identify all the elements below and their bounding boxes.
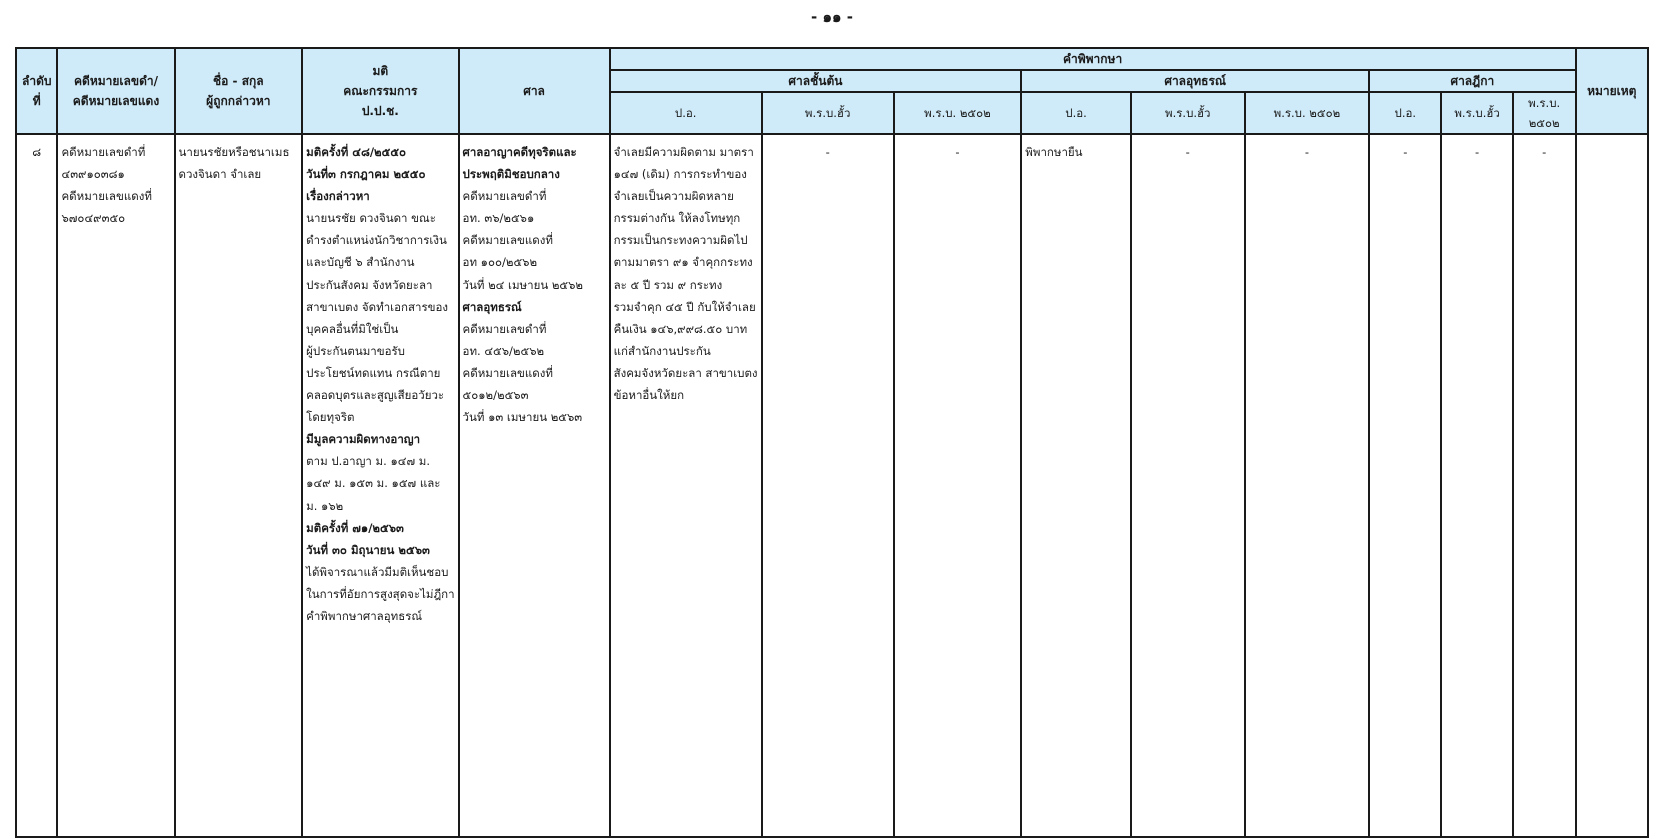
header-court: ศาล	[459, 48, 610, 134]
text-line: มีมูลความผิดทางอาญา	[306, 432, 421, 447]
header-appeal-prb-2502: พ.ร.บ. ๒๕๐๒	[1245, 92, 1369, 134]
text-line: คดีหมายเลขดำที่	[462, 321, 547, 336]
text-line: คดีหมายเลขดำที่	[462, 189, 547, 204]
text-line: จำเลยเป็นความผิดหลาย	[613, 189, 734, 204]
text-line: ๔๓๙๑๐๓๘๑	[61, 167, 125, 182]
text-line: คำพิพากษาศาลอุทธรณ์	[306, 608, 423, 623]
text-line: วันที่๓ กรกฎาคม ๒๕๕๐	[306, 167, 426, 182]
text-line: และบัญชี ๖ สำนักงาน	[306, 255, 415, 270]
text-line: บุคคลอื่นที่มิใช่เป็น	[306, 321, 399, 336]
text-line: ศาลอาญาคดีทุจริตและ	[462, 145, 577, 159]
cell-supreme-pa: -	[1369, 134, 1441, 837]
text-line: วันที่ ๑๓ เมษายน ๒๕๖๓	[462, 410, 583, 425]
cell-first-hua: -	[762, 134, 894, 837]
cell-court	[459, 134, 610, 837]
page-number: - ๑๑ -	[811, 8, 853, 26]
cell-seq: ๘	[16, 134, 57, 837]
text-line: จำเลยมีความผิดตาม มาตรา	[613, 145, 754, 159]
cell-appeal-pa: พิพากษายืน	[1021, 134, 1131, 837]
text-line: มติครั้งที่ ๔๘/๒๕๕๐	[306, 145, 407, 159]
text-line: ได้พิจารณาแล้วมีมติเห็นชอบ	[306, 564, 449, 579]
header-supreme-prb-hua: พ.ร.บ.ฮั้ว	[1441, 92, 1512, 134]
cell-case-no	[57, 134, 174, 837]
header-first-prb-hua: พ.ร.บ.ฮั้ว	[762, 92, 894, 134]
cell-first-2502: -	[894, 134, 1022, 837]
text-line: รวมจำคุก ๔๕ ปี กับให้จำเลย	[613, 299, 756, 314]
text-line: ดวงจินดา จำเลย	[178, 167, 262, 182]
text-line: อท. ๔๕๖/๒๕๖๒	[462, 343, 545, 358]
header-case-no: คดีหมายเลขดำ/ คดีหมายเลขแดง	[57, 48, 174, 134]
text-line: ผู้ประกันตนมาขอรับ	[306, 343, 405, 358]
table-row	[16, 134, 1648, 837]
text-line: ประพฤติมิชอบกลาง	[462, 167, 560, 182]
text-line: ประกันสังคม จังหวัดยะลา	[306, 277, 433, 292]
header-first-pa: ป.อ.	[610, 92, 762, 134]
text-line: ข้อหาอื่นให้ยก	[613, 388, 685, 403]
header-remark: หมายเหตุ	[1576, 48, 1648, 134]
text-line: ม. ๑๖๒	[306, 498, 344, 513]
header-first-court: ศาลชั้นต้น	[610, 70, 1022, 92]
cell-resolution	[302, 134, 458, 837]
text-line: ตาม ป.อาญา ม. ๑๔๗ ม.	[306, 454, 430, 469]
header-resolution: มติ คณะกรรมการ ป.ป.ช.	[302, 48, 458, 134]
case-table	[15, 47, 1649, 838]
header-first-prb-2502: พ.ร.บ. ๒๕๐๒	[894, 92, 1022, 134]
cell-name	[175, 134, 303, 837]
text-line: สาขาเบตง จัดทำเอกสารของ	[306, 299, 449, 314]
text-line: ดำรงตำแหน่งนักวิชาการเงิน	[306, 233, 447, 248]
text-line: เรื่องกล่าวหา	[306, 189, 370, 204]
text-line: คดีหมายเลขแดงที่	[462, 365, 553, 380]
text-line: วันที่ ๒๔ เมษายน ๒๕๖๒	[462, 277, 583, 292]
text-line: โดยทุจริต	[306, 410, 355, 425]
text-line: คลอดบุตรและสูญเสียอวัยวะ	[306, 388, 445, 403]
text-line: สังคมจังหวัดยะลา สาขาเบตง	[613, 365, 758, 380]
header-supreme-court: ศาลฎีกา	[1369, 70, 1575, 92]
text-line: คดีหมายเลขแดงที่	[462, 233, 553, 248]
text-line: ๕๐๑๒/๒๕๖๓	[462, 388, 529, 403]
text-line: ละ ๕ ปี รวม ๙ กระทง	[613, 277, 723, 292]
header-seq: ลำดับ ที่	[16, 48, 57, 134]
text-line: อท. ๓๖/๒๕๖๑	[462, 211, 535, 226]
text-line: แก่สำนักงานประกัน	[613, 343, 711, 358]
text-line: มติครั้งที่ ๗๑/๒๕๖๓	[306, 520, 404, 535]
text-line: ตามมาตรา ๙๑ จำคุกกระทง	[613, 255, 753, 270]
cell-supreme-hua: -	[1441, 134, 1512, 837]
text-line: ศาลอุทธรณ์	[462, 299, 522, 314]
cell-supreme-2502: -	[1513, 134, 1576, 837]
cell-first-pa	[610, 134, 762, 837]
text-line: คดีหมายเลขดำที่	[61, 145, 146, 159]
text-line: ในการที่อัยการสูงสุดจะไม่ฎีกา	[306, 586, 455, 601]
header-supreme-prb-2502: พ.ร.บ. ๒๕๐๒	[1513, 92, 1576, 134]
text-line: กรรมต่างกัน ให้ลงโทษทุก	[613, 211, 741, 226]
text-line: ๑๔๙ ม. ๑๕๓ ม. ๑๕๗ และ	[306, 476, 441, 491]
text-line: อท ๑๐๐/๒๕๖๒	[462, 255, 538, 270]
text-line: ประโยชน์ทดแทน กรณีตาย	[306, 365, 441, 380]
text-line: ๑๔๗ (เดิม) การกระทำของ	[613, 167, 747, 182]
text-line: ๖๗๐๔๙๓๕๐	[61, 211, 126, 226]
header-name: ชื่อ - สกุล ผู้ถูกกล่าวหา	[175, 48, 303, 134]
header-appeal-prb-hua: พ.ร.บ.ฮั้ว	[1131, 92, 1245, 134]
text-line: นายนรชัย ดวงจินดา ขณะ	[306, 211, 436, 226]
header-supreme-pa: ป.อ.	[1369, 92, 1441, 134]
text-line: วันที่ ๓๐ มิถุนายน ๒๕๖๓	[306, 542, 430, 557]
cell-appeal-hua: -	[1131, 134, 1245, 837]
header-appeal-pa: ป.อ.	[1021, 92, 1131, 134]
text-line: นายนรชัยหรือชนาเมธ	[178, 145, 290, 159]
header-judgment: คำพิพากษา	[610, 48, 1576, 70]
text-line: กรรมเป็นกระทงความผิดไป	[613, 233, 748, 248]
text-line: คดีหมายเลขแดงที่	[61, 189, 152, 204]
cell-appeal-2502: -	[1245, 134, 1369, 837]
text-line: คืนเงิน ๑๔๖,๙๙๘.๕๐ บาท	[613, 321, 748, 336]
cell-remark	[1576, 134, 1648, 837]
header-appeal-court: ศาลอุทธรณ์	[1021, 70, 1369, 92]
